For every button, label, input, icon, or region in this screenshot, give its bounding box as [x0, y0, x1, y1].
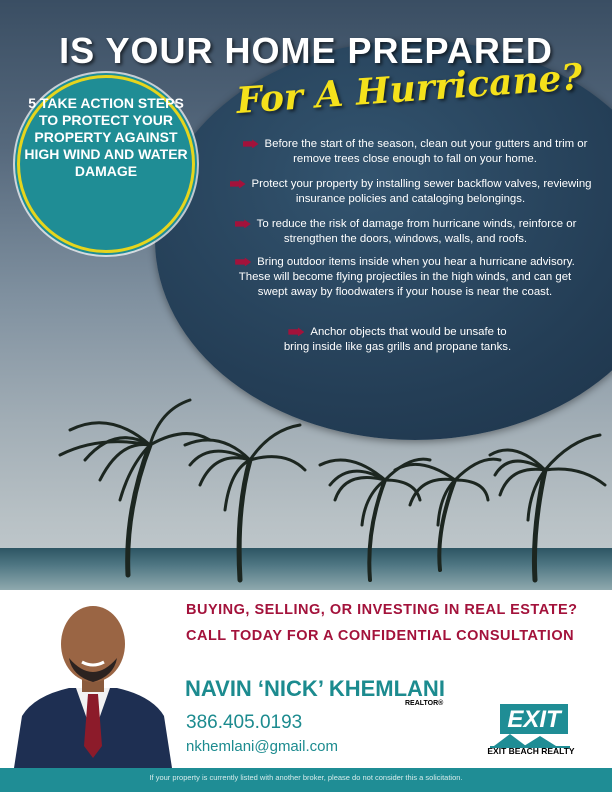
- agent-phone-link[interactable]: 386.405.0193: [186, 712, 303, 733]
- svg-text:EXIT: EXIT: [507, 706, 561, 733]
- arrow-icon: [230, 179, 246, 188]
- headline-sub: For A Hurricane?: [234, 55, 584, 123]
- company-name: EXIT BEACH REALTY: [487, 746, 575, 756]
- agent-title: REALTOR®: [405, 700, 444, 707]
- cta-line-1: BUYING, SELLING, OR INVESTING IN REAL ESTATE?: [186, 602, 578, 618]
- agent-photo: [14, 596, 172, 768]
- disclaimer-text: If your property is currently listed with another broker, please do not consider this a solicitation.: [149, 773, 463, 782]
- arrow-icon: [288, 327, 304, 336]
- step-3: To reduce the risk of damage from hurricane winds, reinforce or strengthen the doors, windows, walls, and roofs.: [208, 217, 603, 247]
- arrow-icon: [243, 139, 259, 148]
- badge-text: 5 TAKE ACTION STEPS TO PROTECT YOUR PROPERTY AGAINST HIGH WIND AND WATER DAMAGE: [24, 95, 188, 179]
- step-1: Before the start of the season, clean out your gutters and trim or remove trees close enough to fall on your home.: [230, 137, 600, 167]
- step-4: Bring outdoor items inside when you hear a hurricane advisory. These will become flying projectiles in the high winds, and can get swept away by floodwaters if your house is near the coast.: [225, 255, 585, 300]
- headline-main: IS YOUR HOME PREPARED: [59, 30, 553, 71]
- step-2: Protect your property by installing sewer backflow valves, reviewing insurance policies and cataloging belongings.: [218, 177, 603, 207]
- agent-name: NAVIN ‘NICK’ KHEMLANI: [185, 676, 445, 701]
- cta-line-2: CALL TODAY FOR A CONFIDENTIAL CONSULTATION: [186, 628, 575, 644]
- step-5: Anchor objects that would be unsafe to bring inside like gas grills and propane tanks.: [283, 326, 512, 353]
- arrow-icon: [235, 219, 251, 228]
- agent-email-link[interactable]: nkhemlani@gmail.com: [186, 738, 338, 755]
- arrow-icon: [235, 257, 251, 266]
